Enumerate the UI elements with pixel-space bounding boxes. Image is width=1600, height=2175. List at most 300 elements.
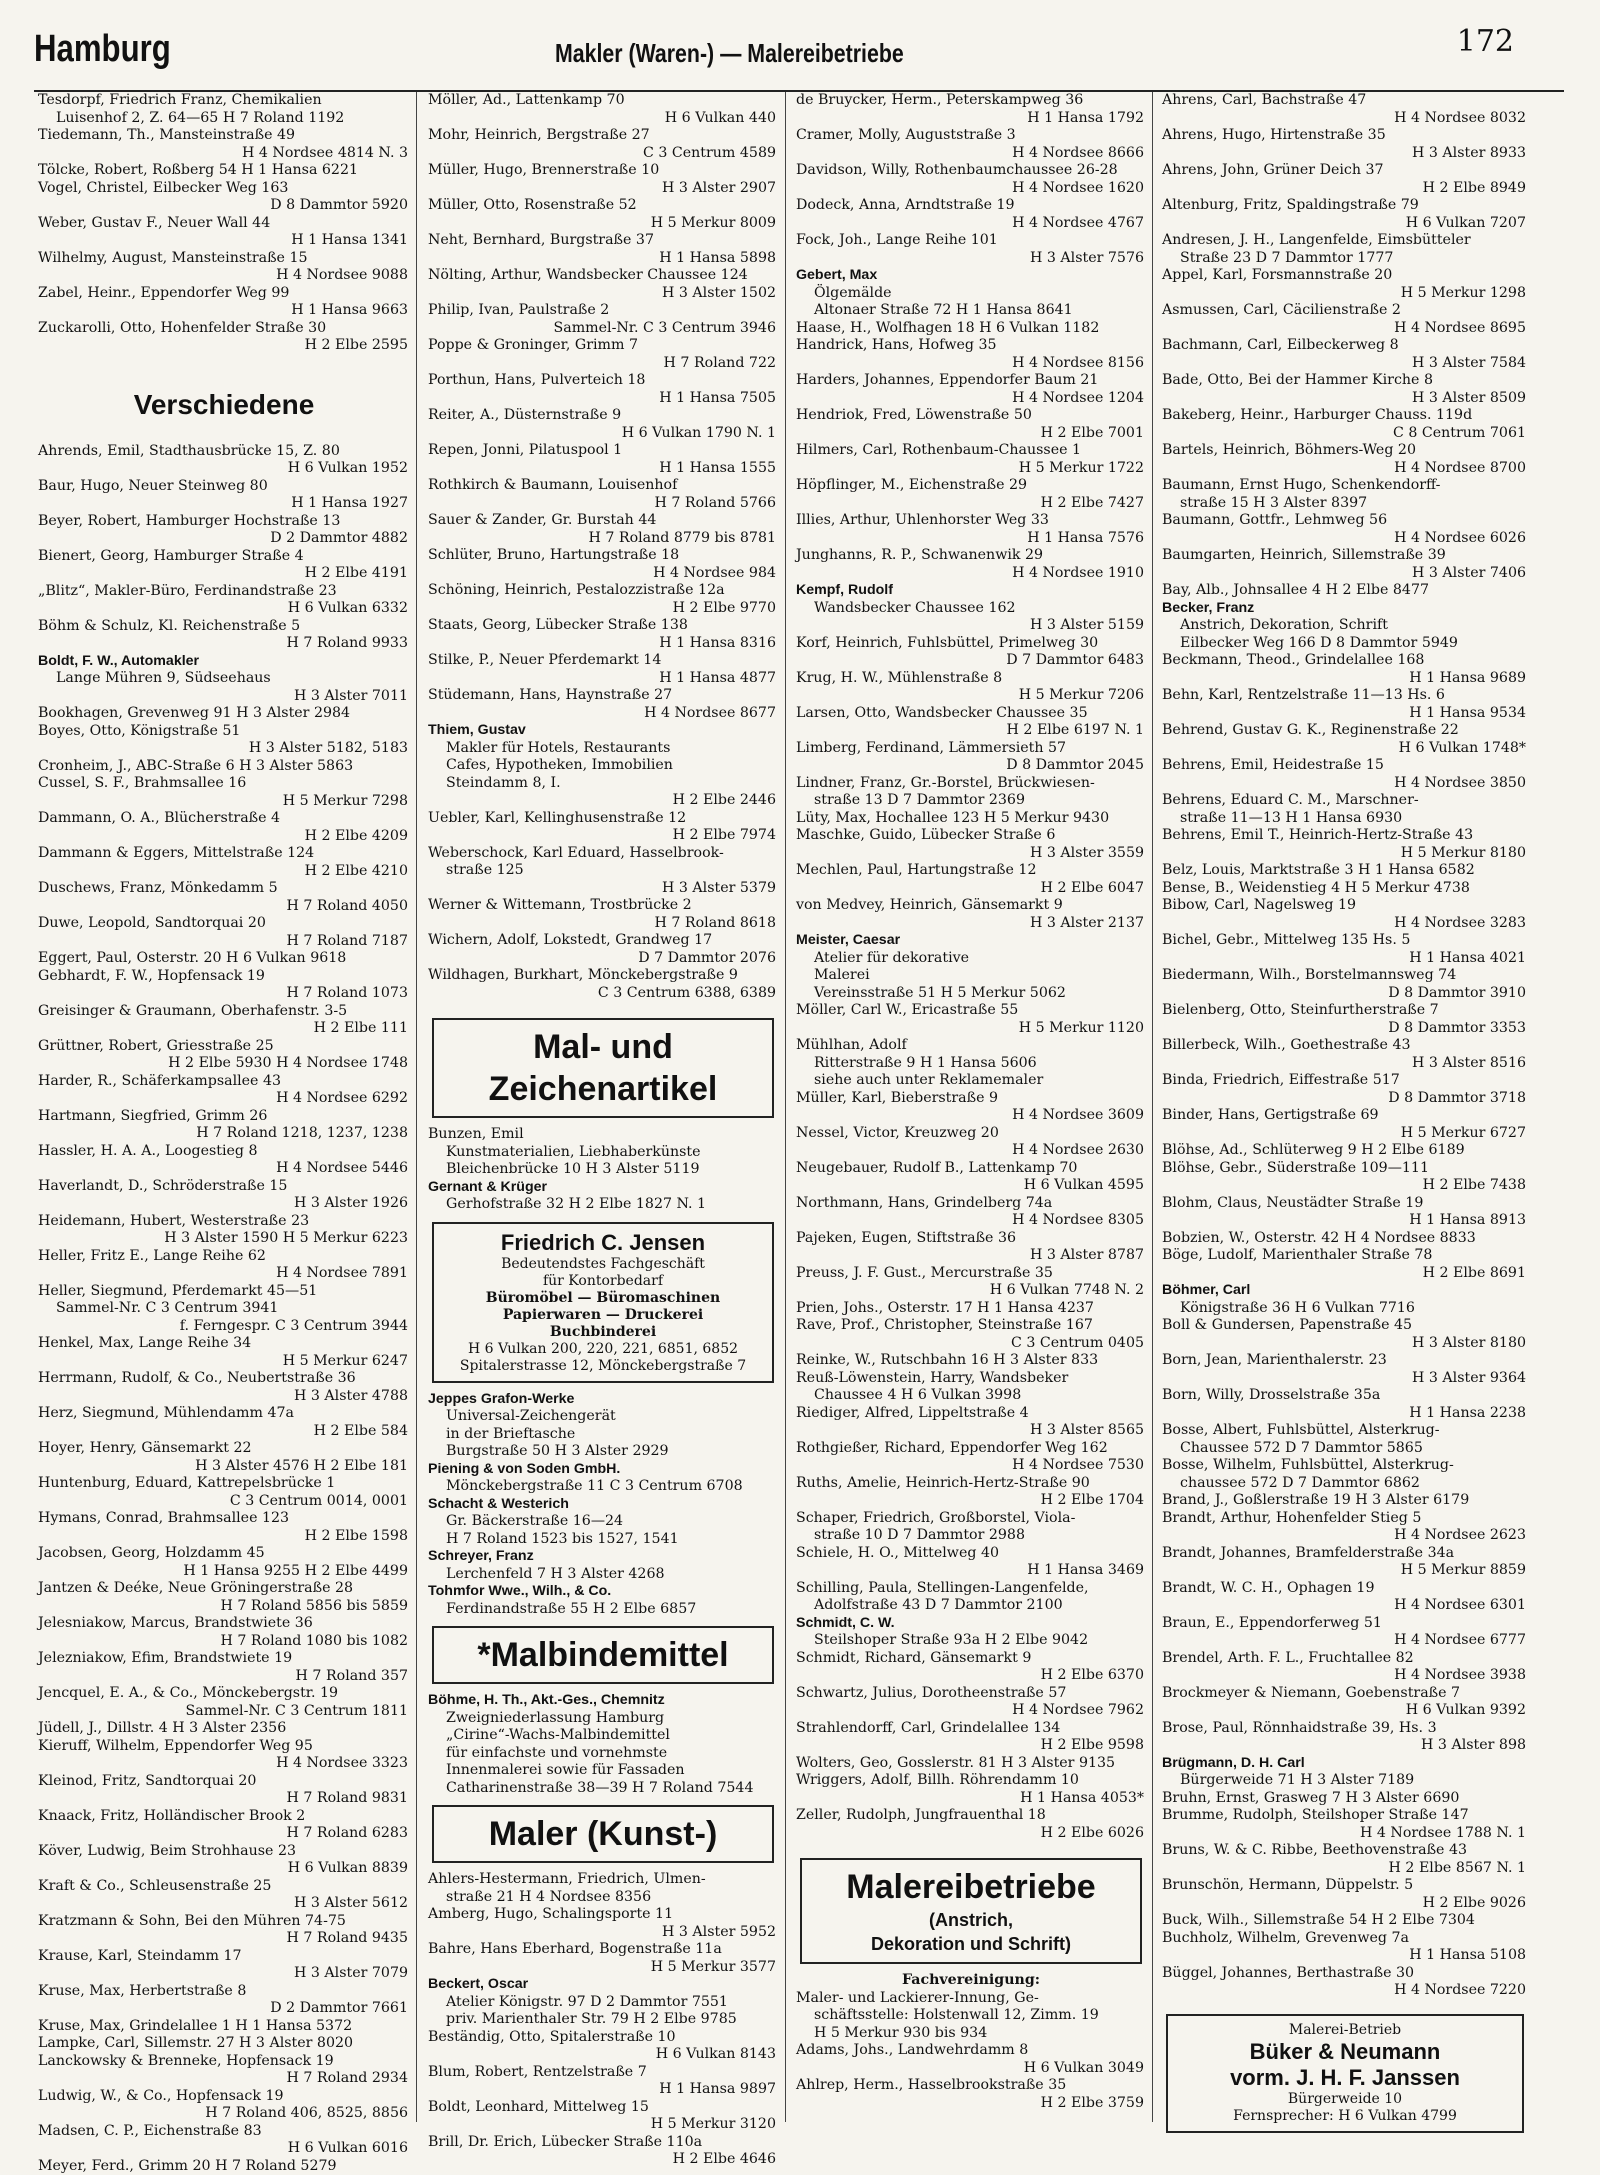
entry-phone: H 1 Hansa 7576 <box>796 530 1146 548</box>
entry-name: Wriggers, Adolf, Billh. Röhrendamm 10 <box>796 1772 1146 1790</box>
entry-name: Schmidt, C. W. <box>796 1615 1146 1633</box>
entry-phone: H 4 Nordsee 8305 <box>796 1212 1146 1230</box>
directory-entry <box>38 1913 410 1948</box>
entry-phone: H 4 Nordsee 4814 N. 3 <box>38 145 410 163</box>
ad-maler-kunst <box>432 1805 774 1863</box>
directory-entry <box>796 1265 1146 1300</box>
ad-line: Bedeutendstes Fachgeschäft <box>442 1256 764 1273</box>
entry-line: Lerchenfeld 7 H 3 Alster 4268 <box>428 1566 778 1584</box>
directory-entry <box>1162 1807 1528 1842</box>
directory-entry <box>1162 1282 1528 1317</box>
directory-entry <box>1162 897 1528 932</box>
entry-phone: H 3 Alster 2137 <box>796 915 1146 933</box>
ad-line: Fernsprecher: H 6 Vulkan 4799 <box>1176 2108 1514 2125</box>
entry-name: Bielenberg, Otto, Steinfurtherstraße 7 <box>1162 1002 1528 1020</box>
directory-entry <box>38 1510 410 1545</box>
directory-entry <box>38 968 410 1003</box>
entry-name: Kruse, Max, Grindelallee 1 H 1 Hansa 5372 <box>38 2018 410 2036</box>
entry-phone: H 1 Hansa 9255 H 2 Elbe 4499 <box>38 1563 410 1581</box>
entry-name: Repen, Jonni, Pilatuspool 1 <box>428 442 778 460</box>
entry-phone: H 4 Nordsee 8700 <box>1162 460 1528 478</box>
entry-name: Beyer, Robert, Hamburger Hochstraße 13 <box>38 513 410 531</box>
directory-entry <box>38 1108 410 1143</box>
entry-name: Jeppes Grafon-Werke <box>428 1391 778 1409</box>
directory-entry <box>796 897 1146 932</box>
entry-name: Staats, Georg, Lübecker Straße 138 <box>428 617 778 635</box>
entry-name: Lüty, Max, Hochallee 123 H 5 Merkur 9430 <box>796 810 1146 828</box>
ad-line: Malerei-Betrieb <box>1176 2022 1514 2039</box>
entry-line: Steindamm 8, I. <box>428 775 778 793</box>
ad-line: für Kontorbedarf <box>442 1273 764 1290</box>
entry-phone: H 4 Nordsee 8695 <box>1162 320 1528 338</box>
entry-name: Illies, Arthur, Uhlenhorster Weg 33 <box>796 512 1146 530</box>
directory-entry <box>796 582 1146 635</box>
entry-name: Boll & Gundersen, Papenstraße 45 <box>1162 1317 1528 1335</box>
entry-phone: H 2 Elbe 8567 N. 1 <box>1162 1860 1528 1878</box>
directory-entry <box>38 653 410 706</box>
entry-name: Cronheim, J., ABC-Straße 6 H 3 Alster 5863 <box>38 758 410 776</box>
directory-entry <box>428 547 778 582</box>
entry-phone: H 1 Hansa 8913 <box>1162 1212 1528 1230</box>
ad-line: Papierwaren — Druckerei <box>442 1307 764 1324</box>
entry-name: Meyer, Ferd., Grimm 20 H 7 Roland 5279 <box>38 2158 410 2175</box>
entry-phone: H 2 Elbe 4209 <box>38 828 410 846</box>
entry-name: Kempf, Rudolf <box>796 582 1146 600</box>
entry-name: Dammann & Eggers, Mittelstraße 124 <box>38 845 410 863</box>
entry-name: Boyes, Otto, Königstraße 51 <box>38 723 410 741</box>
directory-entry <box>38 1143 410 1178</box>
entry-name: Davidson, Willy, Rothenbaumchaussee 26-28 <box>796 162 1146 180</box>
entry-name: Reinke, W., Rutschbahn 16 H 3 Alster 833 <box>796 1352 1146 1370</box>
entry-name: Brockmeyer & Niemann, Goebenstraße 7 <box>1162 1685 1528 1703</box>
entry-phone: H 6 Vulkan 6016 <box>38 2140 410 2158</box>
entry-phone: H 3 Alster 1926 <box>38 1195 410 1213</box>
directory-entry <box>796 740 1146 775</box>
directory-entry <box>796 1772 1146 1807</box>
entry-name: Tohmfor Wwe., Wilh., & Co. <box>428 1583 778 1601</box>
entry-name: Höpflinger, M., Eichenstraße 29 <box>796 477 1146 495</box>
entry-name: Stüdemann, Hans, Haynstraße 27 <box>428 687 778 705</box>
directory-entry <box>428 932 778 967</box>
entry-line: Ölgemälde <box>796 285 1146 303</box>
directory-entry <box>796 1090 1146 1125</box>
entry-phone: H 4 Nordsee 2623 <box>1162 1527 1528 1545</box>
entry-name: Hendriok, Fred, Löwenstraße 50 <box>796 407 1146 425</box>
entry-phone: H 7 Roland 1073 <box>38 985 410 1003</box>
entry-phone: H 6 Vulkan 3049 <box>796 2060 1146 2078</box>
directory-entry <box>1162 372 1528 407</box>
entry-name: Boldt, Leonhard, Mittelweg 15 <box>428 2099 778 2117</box>
entry-name: Neht, Bernhard, Burgstraße 37 <box>428 232 778 250</box>
entry-line: straße 21 H 4 Nordsee 8356 <box>428 1889 778 1907</box>
entry-line: Makler für Hotels, Restaurants <box>428 740 778 758</box>
entry-phone: H 6 Vulkan 4595 <box>796 1177 1146 1195</box>
directory-entry <box>796 477 1146 512</box>
directory-entry <box>428 582 778 617</box>
directory-entry <box>796 232 1146 267</box>
entry-name: Jacobsen, Georg, Holzdamm 45 <box>38 1545 410 1563</box>
entry-name: Beckert, Oscar <box>428 1976 778 1994</box>
entry-name: Preuss, J. F. Gust., Mercurstraße 35 <box>796 1265 1146 1283</box>
entry-name: Harders, Johannes, Eppendorfer Baum 21 <box>796 372 1146 390</box>
entry-name: Braun, E., Eppendorferweg 51 <box>1162 1615 1528 1633</box>
entry-name: Bichel, Gebr., Mittelweg 135 Hs. 5 <box>1162 932 1528 950</box>
entry-phone: H 2 Elbe 5930 H 4 Nordsee 1748 <box>38 1055 410 1073</box>
entry-phone: H 4 Nordsee 7962 <box>796 1702 1146 1720</box>
directory-entry <box>38 162 410 180</box>
entry-line: Straße 23 D 7 Dammtor 1777 <box>1162 250 1528 268</box>
entry-name: Boldt, F. W., Automakler <box>38 653 410 671</box>
entry-phone: H 4 Nordsee 8156 <box>796 355 1146 373</box>
entry-phone: H 2 Elbe 7427 <box>796 495 1146 513</box>
entry-phone: H 5 Merkur 6247 <box>38 1353 410 1371</box>
entry-name: Wolters, Geo, Gosslerstr. 81 H 3 Alster 9135 <box>796 1755 1146 1773</box>
directory-entry <box>1162 337 1528 372</box>
entry-phone: H 1 Hansa 8316 <box>428 635 778 653</box>
directory-entry <box>38 180 410 215</box>
entry-phone: H 5 Merkur 1722 <box>796 460 1146 478</box>
entry-name: Jencquel, E. A., & Co., Mönckebergstr. 19 <box>38 1685 410 1703</box>
entry-phone: H 3 Alster 5612 <box>38 1895 410 1913</box>
directory-entry <box>38 2123 410 2158</box>
directory-entry <box>796 127 1146 162</box>
entry-name: „Blitz“, Makler-Büro, Ferdinandstraße 23 <box>38 583 410 601</box>
entry-name: Piening & von Soden GmbH. <box>428 1461 778 1479</box>
entry-name: Ruths, Amelie, Heinrich-Hertz-Straße 90 <box>796 1475 1146 1493</box>
directory-entry <box>1162 197 1528 232</box>
entry-name: Krause, Karl, Steindamm 17 <box>38 1948 410 1966</box>
entry-name: Porthun, Hans, Pulverteich 18 <box>428 372 778 390</box>
directory-entry <box>38 2053 410 2088</box>
directory-entry <box>38 1808 410 1843</box>
entry-name: Brumme, Rudolph, Steilshoper Straße 147 <box>1162 1807 1528 1825</box>
entry-line: siehe auch unter Reklamemaler <box>796 1072 1146 1090</box>
entry-line: Atelier Königstr. 97 D 2 Dammtor 7551 <box>428 1994 778 2012</box>
entry-phone: H 5 Merkur 8009 <box>428 215 778 233</box>
entry-phone: H 1 Hansa 1927 <box>38 495 410 513</box>
entry-phone: H 1 Hansa 1555 <box>428 460 778 478</box>
entry-phone: H 3 Alster 7079 <box>38 1965 410 1983</box>
entry-phone: H 6 Vulkan 8839 <box>38 1860 410 1878</box>
entry-line: Malerei <box>796 967 1146 985</box>
entry-name: Beständig, Otto, Spitalerstraße 10 <box>428 2029 778 2047</box>
entry-line: straße 125 <box>428 862 778 880</box>
directory-entry <box>38 1283 410 1336</box>
directory-entry <box>38 583 410 618</box>
entry-phone: H 3 Alster 7406 <box>1162 565 1528 583</box>
directory-entry <box>428 1976 778 2029</box>
entry-phone: C 3 Centrum 6388, 6389 <box>428 985 778 1003</box>
entry-phone: H 2 Elbe 8949 <box>1162 180 1528 198</box>
entry-phone: H 2 Elbe 7001 <box>796 425 1146 443</box>
directory-entry <box>1162 1352 1528 1387</box>
directory-entry <box>796 1650 1146 1685</box>
entry-name: Baumann, Gottfr., Lehmweg 56 <box>1162 512 1528 530</box>
directory-entry <box>796 442 1146 477</box>
entry-name: Hartmann, Siegfried, Grimm 26 <box>38 1108 410 1126</box>
entry-phone: H 4 Nordsee 2630 <box>796 1142 1146 1160</box>
ad-title: *Malbindemittel <box>442 1634 764 1676</box>
entry-name: Harder, R., Schäferkampsallee 43 <box>38 1073 410 1091</box>
entry-phone: H 4 Nordsee 8677 <box>428 705 778 723</box>
directory-entry <box>1162 1842 1528 1877</box>
entry-name: Maler- und Lackierer-Innung, Ge- <box>796 1990 1146 2008</box>
entry-name: Binder, Hans, Gertigstraße 69 <box>1162 1107 1528 1125</box>
entry-line: Zweigniederlassung Hamburg <box>428 1710 778 1728</box>
directory-entry <box>428 1906 778 1941</box>
subheading: Fachvereinigung: <box>796 1972 1146 1990</box>
entry-name: Böhm & Schulz, Kl. Reichenstraße 5 <box>38 618 410 636</box>
entry-phone: H 4 Nordsee 8032 <box>1162 110 1528 128</box>
entry-name: Bay, Alb., Johnsallee 4 H 2 Elbe 8477 <box>1162 582 1528 600</box>
directory-entry <box>38 1440 410 1475</box>
entry-name: Northmann, Hans, Grindelberg 74a <box>796 1195 1146 1213</box>
directory-entry <box>428 897 778 932</box>
entry-name: Bosse, Wilhelm, Fuhlsbüttel, Alsterkrug- <box>1162 1457 1528 1475</box>
entry-name: Becker, Franz <box>1162 600 1528 618</box>
entry-name: Krug, H. W., Mühlenstraße 8 <box>796 670 1146 688</box>
entry-phone: H 1 Hansa 9534 <box>1162 705 1528 723</box>
entry-name: Herz, Siegmund, Mühlendamm 47a <box>38 1405 410 1423</box>
directory-entry <box>796 635 1146 670</box>
entry-name: Gernant & Krüger <box>428 1179 778 1197</box>
entry-phone: H 5 Merkur 6727 <box>1162 1125 1528 1143</box>
directory-entry <box>796 2077 1146 2112</box>
entry-phone: H 5 Merkur 1298 <box>1162 285 1528 303</box>
entry-phone: H 2 Elbe 9598 <box>796 1737 1146 1755</box>
entry-phone: H 7 Roland 357 <box>38 1668 410 1686</box>
entry-phone: H 3 Alster 4576 H 2 Elbe 181 <box>38 1458 410 1476</box>
directory-entry <box>38 548 410 583</box>
entry-name: Bachmann, Carl, Eilbeckerweg 8 <box>1162 337 1528 355</box>
entry-name: Lanckowsky & Brenneke, Hopfensack 19 <box>38 2053 410 2071</box>
entry-phone: H 7 Roland 4050 <box>38 898 410 916</box>
ad-name: Friedrich C. Jensen <box>442 1230 764 1256</box>
directory-entry <box>796 162 1146 197</box>
directory-entry <box>796 1990 1146 2043</box>
entry-phone: C 8 Centrum 7061 <box>1162 425 1528 443</box>
directory-entry <box>38 443 410 478</box>
directory-entry <box>38 1178 410 1213</box>
entry-name: Maschke, Guido, Lübecker Straße 6 <box>796 827 1146 845</box>
entry-name: Meister, Caesar <box>796 932 1146 950</box>
directory-entry <box>796 1405 1146 1440</box>
directory-entry <box>38 618 410 653</box>
entry-phone: H 3 Alster 5159 <box>796 617 1146 635</box>
ad-malereibetriebe <box>800 1858 1142 1964</box>
entry-phone: H 2 Elbe 4191 <box>38 565 410 583</box>
entry-name: Ahrens, Hugo, Hirtenstraße 35 <box>1162 127 1528 145</box>
entry-name: Eggert, Paul, Osterstr. 20 H 6 Vulkan 9618 <box>38 950 410 968</box>
entry-line: Universal-Zeichengerät <box>428 1408 778 1426</box>
entry-name: Thiem, Gustav <box>428 722 778 740</box>
entry-name: Zeller, Rudolph, Jungfrauenthal 18 <box>796 1807 1146 1825</box>
entry-name: Jüdell, J., Dillstr. 4 H 3 Alster 2356 <box>38 1720 410 1738</box>
directory-entry <box>428 1461 778 1496</box>
directory-entry <box>428 372 778 407</box>
entry-phone: H 4 Nordsee 6301 <box>1162 1597 1528 1615</box>
entry-phone: D 8 Dammtor 3718 <box>1162 1090 1528 1108</box>
entry-name: Haase, H., Wolfhagen 18 H 6 Vulkan 1182 <box>796 320 1146 338</box>
entry-line: Mönckebergstraße 11 C 3 Centrum 6708 <box>428 1478 778 1496</box>
directory-entry <box>428 512 778 547</box>
entry-phone: D 7 Dammtor 2076 <box>428 950 778 968</box>
entry-phone: H 3 Alster 8933 <box>1162 145 1528 163</box>
ad-line: Buchbinderei <box>442 1324 764 1341</box>
ad-friedrich-jensen <box>432 1222 774 1383</box>
entry-name: Jelesniakow, Marcus, Brandstwiete 36 <box>38 1615 410 1633</box>
entry-phone: H 5 Merkur 8859 <box>1162 1562 1528 1580</box>
directory-entry <box>38 1843 410 1878</box>
entry-name: Ahrens, John, Grüner Deich 37 <box>1162 162 1528 180</box>
entry-phone: H 2 Elbe 2446 <box>428 792 778 810</box>
directory-entry <box>38 1213 410 1248</box>
directory-entry <box>428 197 778 232</box>
entry-phone: H 4 Nordsee 6292 <box>38 1090 410 1108</box>
entry-name: Tesdorpf, Friedrich Franz, Chemikalien <box>38 92 410 110</box>
entry-phone: H 1 Hansa 4877 <box>428 670 778 688</box>
entry-name: Blöhse, Gebr., Süderstraße 109—111 <box>1162 1160 1528 1178</box>
directory-entry <box>1162 1790 1528 1808</box>
directory-entry <box>38 1948 410 1983</box>
entry-phone: H 4 Nordsee 3283 <box>1162 915 1528 933</box>
entry-name: Handrick, Hans, Hofweg 35 <box>796 337 1146 355</box>
entry-name: Kieruff, Wilhelm, Eppendorfer Weg 95 <box>38 1738 410 1756</box>
entry-phone: H 1 Hansa 4021 <box>1162 950 1528 968</box>
entry-name: Wildhagen, Burkhart, Mönckebergstraße 9 <box>428 967 778 985</box>
entry-name: Möller, Carl W., Ericastraße 55 <box>796 1002 1146 1020</box>
entry-name: Weber, Gustav F., Neuer Wall 44 <box>38 215 410 233</box>
entry-name: Tiedemann, Th., Mansteinstraße 49 <box>38 127 410 145</box>
entry-name: Behrens, Emil T., Heinrich-Hertz-Straße 43 <box>1162 827 1528 845</box>
entry-line: Chaussee 572 D 7 Dammtor 5865 <box>1162 1440 1528 1458</box>
entry-name: Hassler, H. A. A., Loogestieg 8 <box>38 1143 410 1161</box>
entry-name: Reiter, A., Düsternstraße 9 <box>428 407 778 425</box>
entry-line: für einfachste und vornehmste <box>428 1745 778 1763</box>
directory-entry <box>428 2029 778 2064</box>
directory-entry <box>1162 600 1528 653</box>
entry-phone: H 1 Hansa 1792 <box>796 110 1146 128</box>
entry-name: Müller, Karl, Bieberstraße 9 <box>796 1090 1146 1108</box>
entry-name: Schöning, Heinrich, Pestalozzistraße 12a <box>428 582 778 600</box>
entry-line: Ferdinandstraße 55 H 2 Elbe 6857 <box>428 1601 778 1619</box>
entry-phone: H 4 Nordsee 7891 <box>38 1265 410 1283</box>
entry-name: Herrmann, Rudolf, & Co., Neubertstraße 36 <box>38 1370 410 1388</box>
entry-phone: H 1 Hansa 9897 <box>428 2081 778 2099</box>
entry-phone: H 7 Roland 7187 <box>38 933 410 951</box>
directory-entry <box>1162 407 1528 442</box>
entry-name: Baumann, Ernst Hugo, Schenkendorff- <box>1162 477 1528 495</box>
entry-name: Schlüter, Bruno, Hartungstraße 18 <box>428 547 778 565</box>
entry-name: Junghanns, R. P., Schwanenwik 29 <box>796 547 1146 565</box>
ad-malbindemittel <box>432 1626 774 1684</box>
entry-line: H 7 Roland 1523 bis 1527, 1541 <box>428 1531 778 1549</box>
entry-phone: H 4 Nordsee 1620 <box>796 180 1146 198</box>
entry-name: Stilke, P., Neuer Pferdemarkt 14 <box>428 652 778 670</box>
directory-entry <box>38 285 410 320</box>
entry-name: Schmidt, Richard, Gänsemarkt 9 <box>796 1650 1146 1668</box>
entry-phone: f. Ferngespr. C 3 Centrum 3944 <box>38 1318 410 1336</box>
entry-phone: H 4 Nordsee 984 <box>428 565 778 583</box>
directory-entry <box>796 372 1146 407</box>
entry-phone: H 1 Hansa 2238 <box>1162 1405 1528 1423</box>
entry-phone: H 1 Hansa 1341 <box>38 232 410 250</box>
entry-phone: H 1 Hansa 7505 <box>428 390 778 408</box>
directory-entry <box>1162 967 1528 1002</box>
entry-name: Lampke, Carl, Sillemstr. 27 H 3 Alster 8020 <box>38 2035 410 2053</box>
entry-phone: H 7 Roland 8779 bis 8781 <box>428 530 778 548</box>
directory-entry <box>796 1510 1146 1545</box>
entry-name: Köver, Ludwig, Beim Strohhause 23 <box>38 1843 410 1861</box>
entry-line: Sammel-Nr. C 3 Centrum 3941 <box>38 1300 410 1318</box>
entry-phone: H 5 Merkur 3120 <box>428 2116 778 2134</box>
directory-entry <box>1162 1160 1528 1195</box>
entry-phone: H 2 Elbe 6047 <box>796 880 1146 898</box>
entry-name: Altenburg, Fritz, Spaldingstraße 79 <box>1162 197 1528 215</box>
directory-entry <box>38 810 410 845</box>
directory-entry <box>1162 932 1528 967</box>
directory-entry <box>1162 1965 1528 2000</box>
entry-name: Blum, Robert, Rentzelstraße 7 <box>428 2064 778 2082</box>
directory-entry <box>1162 1387 1528 1422</box>
entry-phone: H 3 Alster 7011 <box>38 688 410 706</box>
directory-entry <box>1162 1685 1528 1720</box>
entry-phone: H 3 Alster 5182, 5183 <box>38 740 410 758</box>
entry-phone: H 2 Elbe 7438 <box>1162 1177 1528 1195</box>
directory-entry <box>1162 512 1528 547</box>
entry-line: Chaussee 4 H 6 Vulkan 3998 <box>796 1387 1146 1405</box>
directory-entry <box>428 1179 778 1214</box>
entry-phone: H 7 Roland 722 <box>428 355 778 373</box>
directory-entry <box>796 512 1146 547</box>
directory-entry <box>1162 1142 1528 1160</box>
directory-entry <box>38 513 410 548</box>
directory-entry <box>38 320 410 355</box>
entry-name: Born, Jean, Marienthalerstr. 23 <box>1162 1352 1528 1370</box>
entry-phone: C 3 Centrum 0405 <box>796 1335 1146 1353</box>
entry-phone: H 2 Elbe 6370 <box>796 1667 1146 1685</box>
directory-entry <box>38 1878 410 1913</box>
entry-phone: D 2 Dammtor 4882 <box>38 530 410 548</box>
entry-phone: C 3 Centrum 0014, 0001 <box>38 1493 410 1511</box>
directory-entry <box>1162 1195 1528 1230</box>
entry-phone: H 2 Elbe 3759 <box>796 2095 1146 2113</box>
entry-line: Luisenhof 2, Z. 64—65 H 7 Roland 1192 <box>38 110 410 128</box>
entry-name: Biedermann, Wilh., Borstelmannsweg 74 <box>1162 967 1528 985</box>
entry-phone: H 3 Alster 1502 <box>428 285 778 303</box>
entry-name: Heidemann, Hubert, Westerstraße 23 <box>38 1213 410 1231</box>
entry-name: Ahlrep, Herm., Hasselbrookstraße 35 <box>796 2077 1146 2095</box>
directory-entry <box>796 320 1146 338</box>
directory-entry <box>38 1073 410 1108</box>
entry-phone: H 4 Nordsee 3938 <box>1162 1667 1528 1685</box>
entry-line: Lange Mühren 9, Südseehaus <box>38 670 410 688</box>
directory-entry <box>38 1983 410 2018</box>
entry-line: Catharinenstraße 38—39 H 7 Roland 7544 <box>428 1780 778 1798</box>
ad-title: Malereibetriebe <box>810 1866 1132 1908</box>
entry-line: „Cirine“-Wachs-Malbindemittel <box>428 1727 778 1745</box>
entry-phone: H 1 Hansa 5898 <box>428 250 778 268</box>
directory-entry <box>38 1650 410 1685</box>
entry-phone: H 4 Nordsee 1910 <box>796 565 1146 583</box>
entry-name: Bruns, W. & C. Ribbe, Beethovenstraße 43 <box>1162 1842 1528 1860</box>
directory-entry <box>1162 1002 1528 1037</box>
entry-phone: H 2 Elbe 111 <box>38 1020 410 1038</box>
entry-name: Prien, Johs., Osterstr. 17 H 1 Hansa 4237 <box>796 1300 1146 1318</box>
entry-name: Mohr, Heinrich, Bergstraße 27 <box>428 127 778 145</box>
directory-entry <box>428 1941 778 1976</box>
directory-entry <box>38 2018 410 2036</box>
